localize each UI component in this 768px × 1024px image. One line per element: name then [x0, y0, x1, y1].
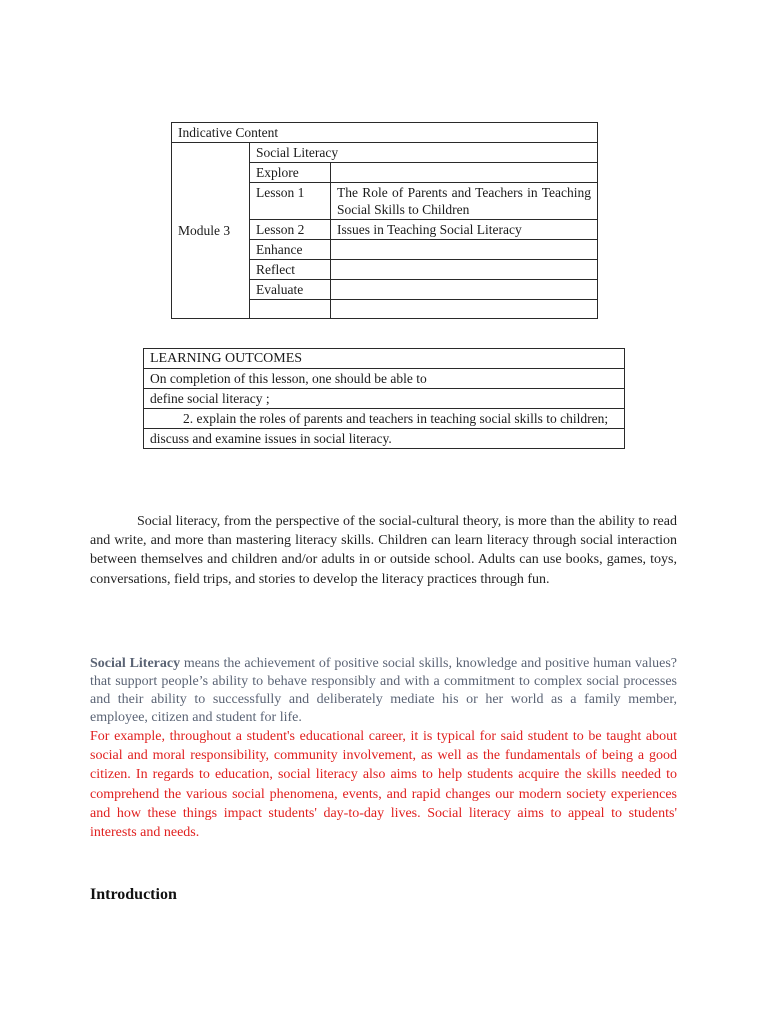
definition-paragraph — [90, 655, 677, 727]
row-description — [331, 280, 598, 300]
row-description: Issues in Teaching Social Literacy — [331, 220, 598, 240]
module-label: Module 3 — [172, 143, 250, 319]
row-label: Evaluate — [250, 280, 331, 300]
indicative-content-table — [171, 122, 598, 319]
list-item: discuss and examine issues in social literacy. — [144, 429, 625, 449]
module-title: Social Literacy — [250, 143, 598, 163]
row-label: Explore — [250, 163, 331, 183]
social-literacy-paragraph: Social literacy, from the perspective of the social-cultural theory, is more than the ability to read and write, and more than mastering literacy skills. Children can learn literacy through social interaction between themselves and children and/or adults in or outside school. Adults can use books, games, toys, conversations, field trips, and stories to develop the literacy practices through fun. — [90, 514, 677, 587]
row-description — [331, 300, 598, 319]
example-paragraph: For example, throughout a student's educational career, it is typical for said student to be taught about social and moral responsibility, community involvement, as well as the fundamentals of being a good citizen. In regards to education, social literacy also aims to help students acquire the skills needed to comprehend the various social phenomena, events, and rapid changes our modern society experiences and how these things impact students' day-to-day lives. Social literacy aims to appeal to students' interests and needs. — [90, 729, 677, 841]
definition-text: means the achievement of positive social skills, knowledge and positive human values? that support people’s ability to behave responsibly and with a commitment to complex social processes and their ability to successfully and deliberately mediate his or her world as a family member, employee, citizen and student for life. — [90, 656, 677, 725]
row-description — [331, 240, 598, 260]
learning-outcomes-header: LEARNING OUTCOMES — [144, 349, 625, 369]
list-item: define social literacy ; — [144, 389, 625, 409]
learning-outcomes-table — [143, 348, 625, 449]
row-label: Lesson 1 — [250, 183, 331, 220]
row-label: Lesson 2 — [250, 220, 331, 240]
row-description — [331, 260, 598, 280]
row-label: Reflect — [250, 260, 331, 280]
list-item: 2. explain the roles of parents and teachers in teaching social skills to children; — [144, 409, 625, 429]
row-label — [250, 300, 331, 319]
learning-outcomes-intro: On completion of this lesson, one should be able to — [144, 369, 625, 389]
introduction-heading: Introduction — [90, 886, 177, 903]
definition-term: Social Literacy — [90, 656, 181, 671]
indicative-content-header: Indicative Content — [172, 123, 598, 143]
row-description: The Role of Parents and Teachers in Teaching Social Skills to Children — [331, 183, 598, 220]
row-description — [331, 163, 598, 183]
row-label: Enhance — [250, 240, 331, 260]
